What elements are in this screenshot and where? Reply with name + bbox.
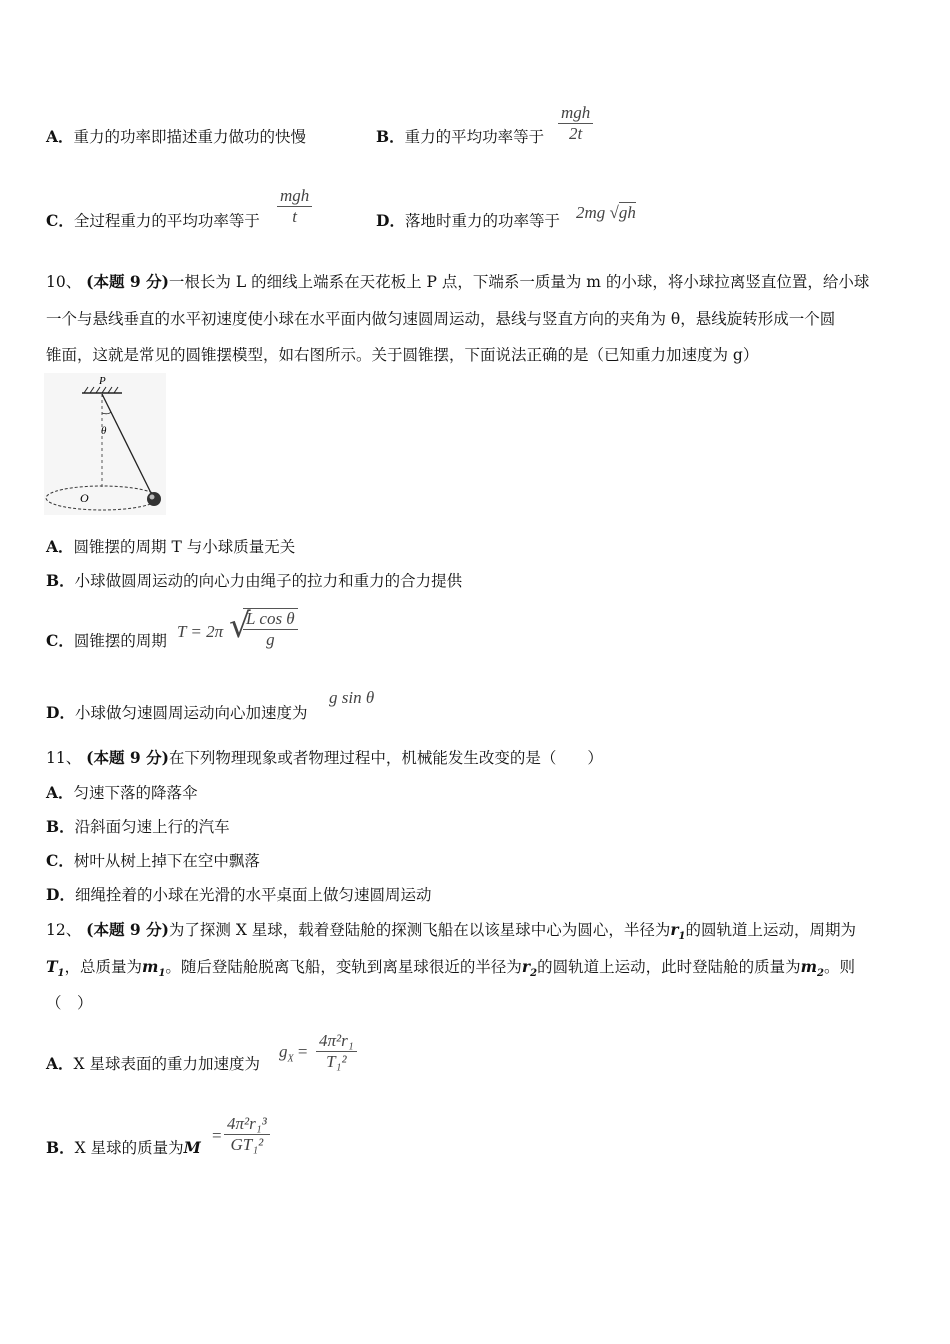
var-r2: $r_2$ (521, 957, 538, 980)
theta-label: θ (101, 425, 107, 437)
q11-option-b[interactable]: B．沿斜面匀速上行的汽车 (46, 817, 230, 836)
point-p-label: P (99, 375, 106, 387)
q12-option-b[interactable]: B．X 星球的质量为M (46, 1138, 201, 1157)
q9-option-c-formula: mgh t (277, 186, 312, 227)
q9-option-c[interactable]: C．全过程重力的平均功率等于 (46, 211, 260, 230)
q9-option-a[interactable]: A．重力的功率即描述重力做功的快慢 (46, 127, 307, 146)
q11-option-d[interactable]: D．细绳拴着的小球在光滑的水平桌面上做匀速圆周运动 (46, 885, 432, 904)
var-m2: $m_2$ (800, 957, 824, 980)
q10-option-d[interactable]: D．小球做匀速圆周运动向心加速度为 (46, 703, 308, 722)
q12-option-a[interactable]: A．X 星球表面的重力加速度为 (46, 1054, 260, 1073)
q12-option-b-formula-fraction: $\frac{\text{4π²r₁³}}{\text{GT₁²}}$ (224, 1114, 270, 1155)
q10-option-c[interactable]: C．圆锥摆的周期 (46, 631, 167, 650)
center-o-label: O (80, 491, 89, 505)
q12-option-a-formula-fraction: $\frac{\text{4π²r₁}}{\text{T₁²}}$ (316, 1031, 357, 1072)
q10-stem-line1: 10、 (本题 9 分)一根长为 L 的细线上端系在天花板上 P 点，下端系一质量为 m 的小球，将小球拉离竖直位置，给小球 (46, 272, 870, 291)
ball-highlight (150, 495, 155, 500)
q9-option-b-formula: mgh 2t (558, 103, 593, 144)
equals-sign: = (297, 1042, 308, 1061)
var-r1: $r_1$ (670, 920, 686, 943)
figure-background (44, 373, 166, 515)
q11-option-a[interactable]: A．匀速下落的降落伞 (46, 783, 198, 802)
var-t1: $T_1$ (46, 957, 65, 980)
q9-option-d-formula: 2mg √gh (576, 203, 636, 222)
equals-sign: = (212, 1126, 222, 1145)
q10-option-d-formula: g sin θ (329, 688, 375, 707)
sqrt-sign: √ (609, 203, 619, 222)
q11-stem: 11、 (本题 9 分)在下列物理现象或者物理过程中，机械能发生改变的是（ ） (46, 748, 603, 767)
q12-stem-line1: 12、 (本题 9 分)为了探测 X 星球，载着登陆舱的探测飞船在以该星球中心为圆心，半径为$r_1$的圆轨道上运动，周期为 (46, 920, 856, 943)
q9-option-d[interactable]: D．落地时重力的功率等于 (376, 211, 560, 230)
q10-option-a[interactable]: A．圆锥摆的周期 T 与小球质量无关 (46, 537, 296, 556)
q10-stem-line3: 锥面，这就是常见的圆锥摆模型，如右图所示。关于圆锥摆，下面说法正确的是（已知重力加速度为 g） (46, 346, 759, 364)
q11-option-c[interactable]: C．树叶从树上掉下在空中飘落 (46, 851, 260, 870)
q10-option-c-formula-lhs: T = 2π (177, 622, 224, 641)
var-m1: $m_1$ (142, 957, 166, 980)
q10-option-b[interactable]: B．小球做圆周运动的向心力由绳子的拉力和重力的合力提供 (46, 571, 463, 590)
q10-stem-line2: 一个与悬线垂直的水平初速度使小球在水平面内做匀速圆周运动，悬线与竖直方向的夹角为 θ，悬线旋转形成一个圆 (46, 310, 836, 328)
q12-option-a-formula-lhs: $g_X$ = (279, 1042, 308, 1065)
conical-pendulum-figure (44, 373, 166, 515)
sqrt-sign: √ (229, 606, 251, 646)
pendulum-ball (147, 492, 161, 506)
q9-option-b[interactable]: B．重力的平均功率等于 (376, 127, 545, 146)
q12-stem-line2: $T_1$，总质量为$m_1$。随后登陆舱脱离飞船，变轨到离星球很近的半径为$r_2$的圆轨道上运动，此时登陆舱的质量为$m_2$。则 (46, 957, 855, 980)
q10-option-c-formula-fraction: $\frac{\text{L cos θ}}{g}$ (243, 608, 298, 650)
q12-stem-line3: （ ） (46, 994, 93, 1012)
